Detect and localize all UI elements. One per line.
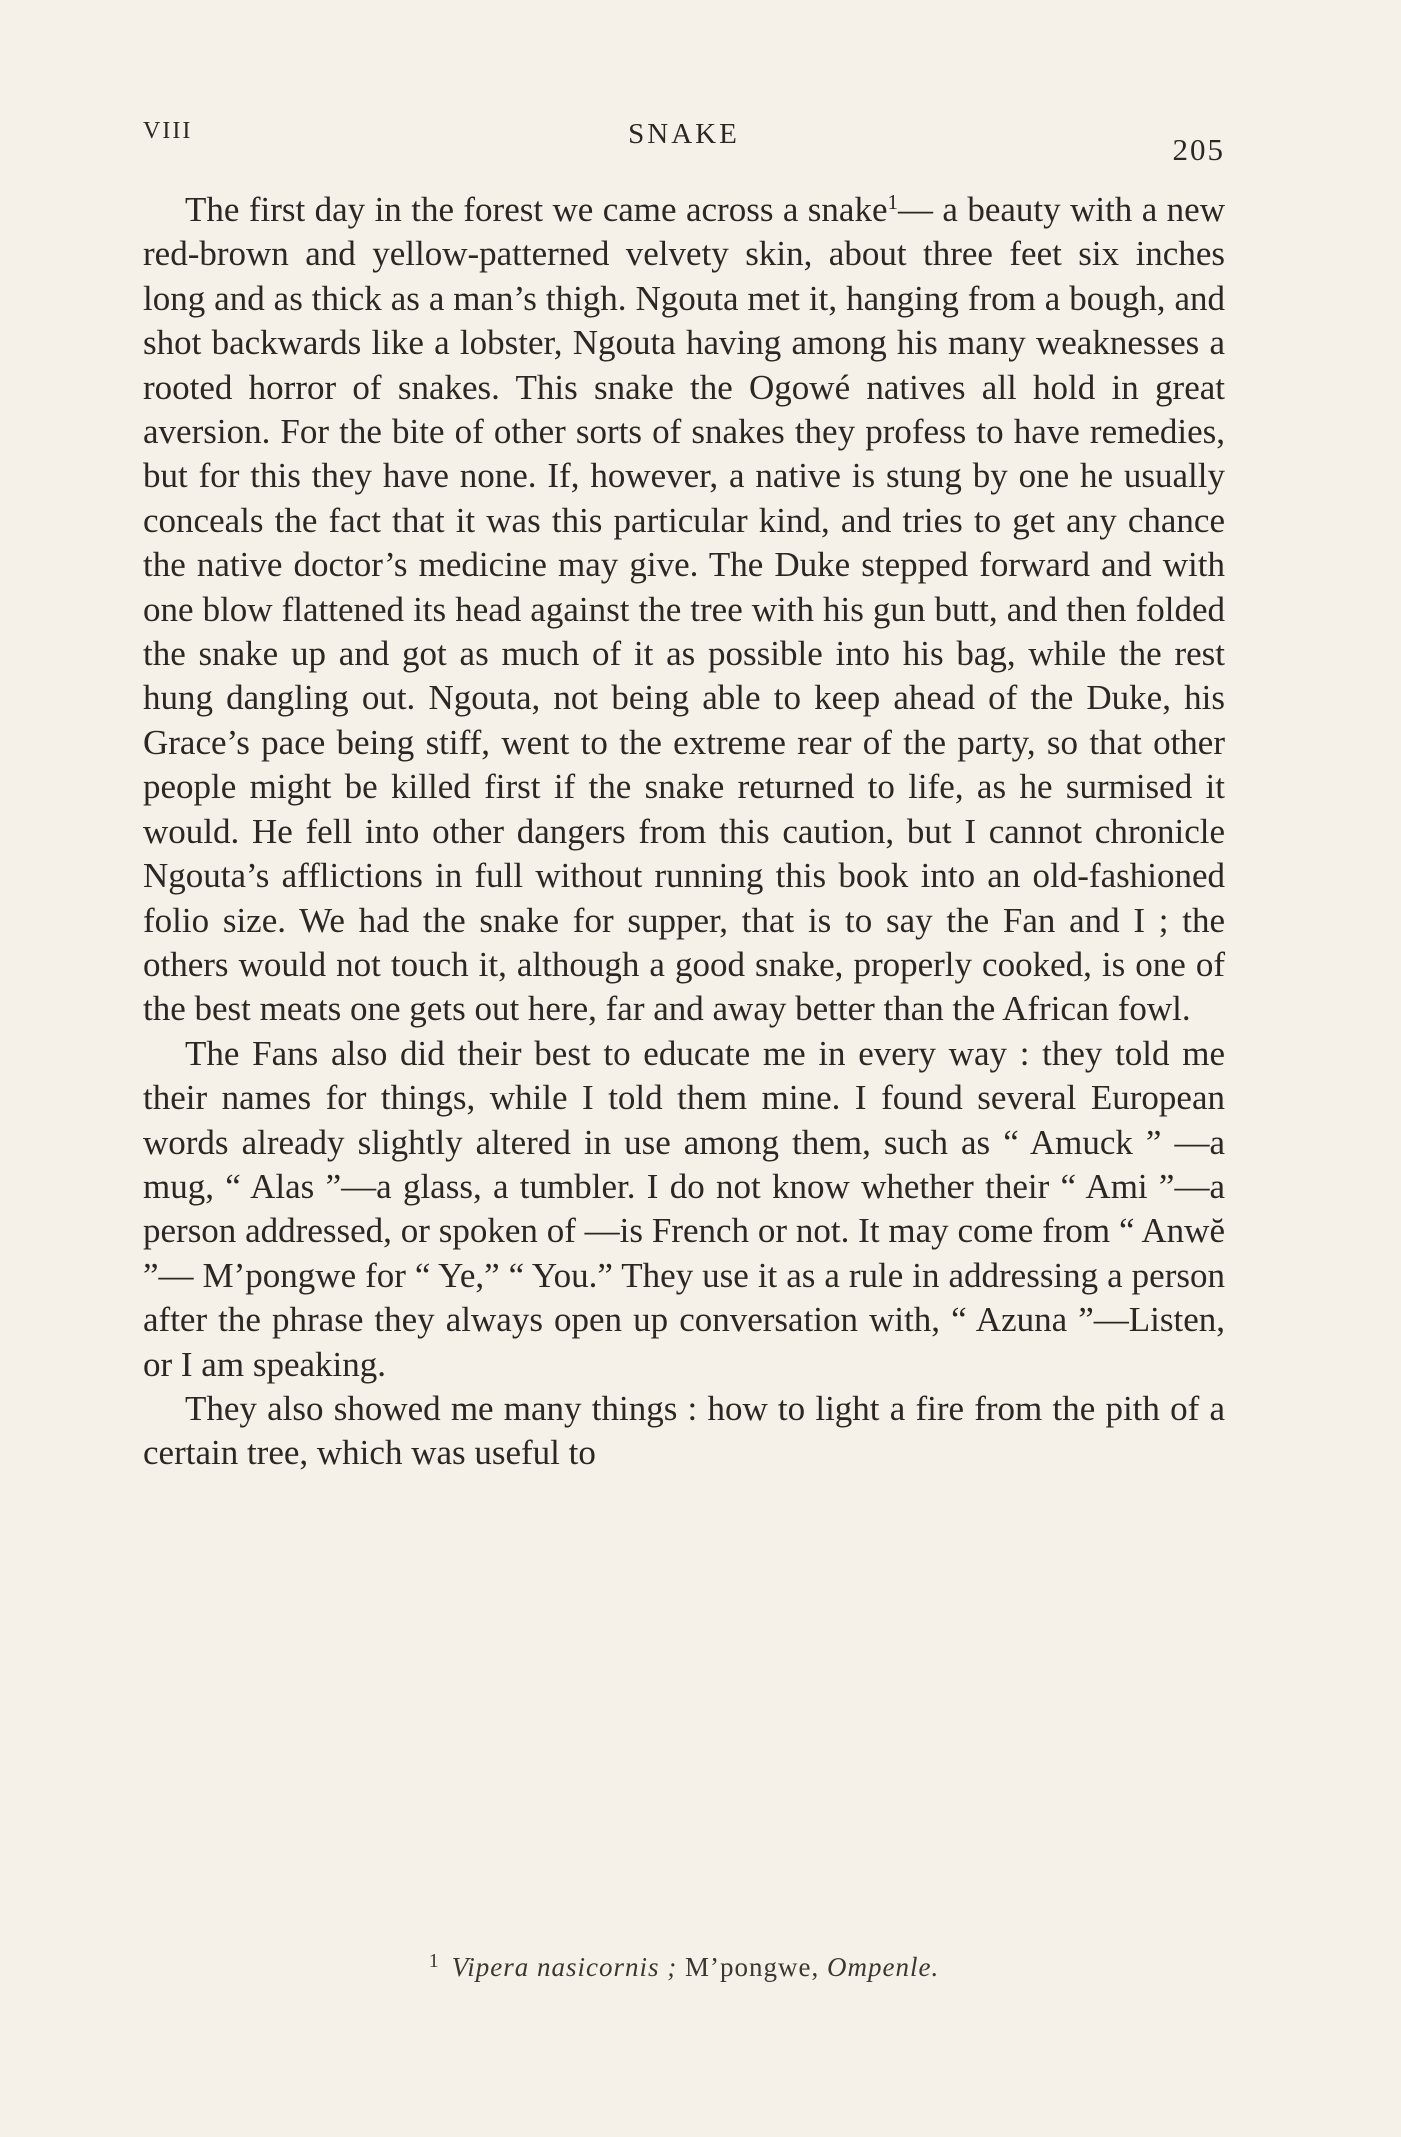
paragraph-1-text-end: — a beauty with a new red-brown and yellow-patterned velvety skin, about three feet six inches long and as thick as a man’s thigh. Ngouta met it, hanging from a bough, and shot backwards like a lobster, Ngouta having among his many weaknesses a rooted horror of snakes. This snake the Ogowé natives all hold in great aversion. For the bite of other sorts of snakes they profess to have remedies, but for this they have none. If, however, a native is stung by one he usually conceals the fact that it was this particular kind, and tries to get any chance the native doctor’s medicine may give. The Duke stepped forward and with one blow flattened its head against the tree with his gun butt, and then folded the snake up and got as much of it as possible into his bag, while the rest hung dangling out. Ngouta, not being able to keep ahead of the Duke, his Grace’s pace being stiff, went to the extreme rear of the party, so that other people might be killed first if the snake returned to life, as he surmised it would. He fell into other dangers from this caution, but I cannot chronicle Ngouta’s afflictions in full without running this book into an old-fashioned folio size. We had the snake for supper, that is to say the Fan and I ; the others would not touch it, although a good snake, properly cooked, is one of the best meats one gets out here, far and away better than the African fowl. xyxy=(143,190,1225,1029)
footnote-species: Vipera nasicornis ; xyxy=(451,1952,678,1982)
running-head xyxy=(143,118,1225,167)
footnote-reference: 1 xyxy=(887,190,898,214)
paragraph-2: The Fans also did their best to educate me in every way : they told me their names for things, while I told them mine. I found several European words already slightly altered in use among them, such as “ Amuck ” —a mug, “ Alas ”—a glass, a tumbler. I do not know whether their “ Ami ”—a person addressed, or spoken of —is French or not. It may come from “ Anwĕ ”— M’pongwe for “ Ye,” “ You.” They use it as a rule in addressing a person after the phrase they always open up conversation with, “ Azuna ”—Listen, or I am speaking. xyxy=(143,1033,1225,1384)
running-title: SNAKE xyxy=(628,118,740,150)
paragraph-3: They also showed me many things : how to light a fire from the pith of a certain tree, which was useful to xyxy=(143,1388,1225,1473)
footnote-number: 1 xyxy=(428,1950,440,1972)
footnote xyxy=(143,1950,1225,1983)
page-number: 205 xyxy=(1172,132,1225,167)
footnote-language: M’pongwe, xyxy=(685,1952,820,1982)
chapter-number: VIII xyxy=(143,118,193,144)
footnote-native-name: Ompenle. xyxy=(827,1952,940,1982)
paragraph-1 xyxy=(143,188,1225,1032)
paragraph-1-text-start: The first day in the forest we came across a snake xyxy=(185,190,888,229)
body-text xyxy=(143,188,1225,1476)
